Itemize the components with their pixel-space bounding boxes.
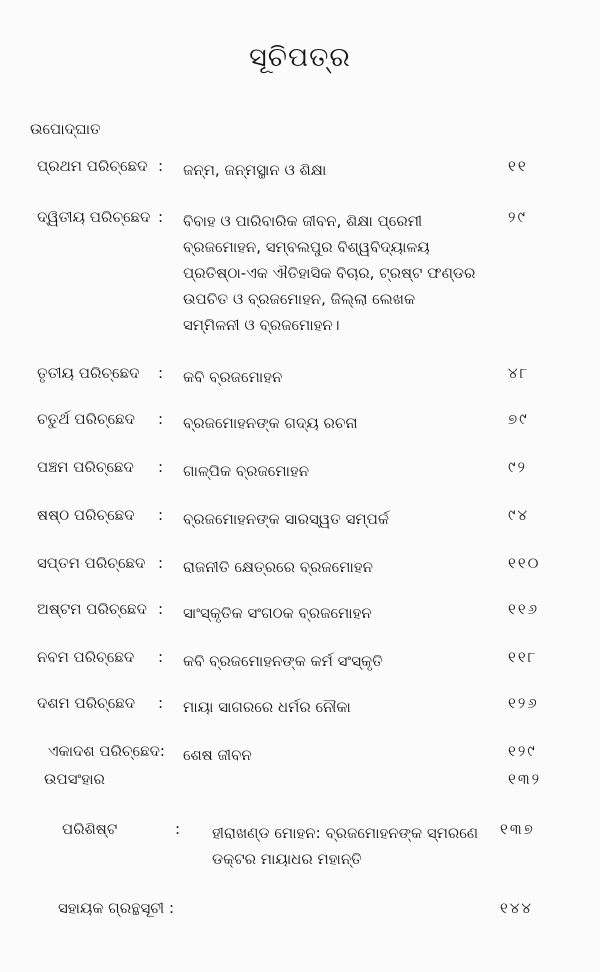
- chapter-name: ପଞ୍ଚମ ପରିଚ୍ଛେଦ: [37, 458, 134, 476]
- page-number: ୯୪: [508, 506, 530, 524]
- chapter-topic: [183, 694, 503, 720]
- topic-line: ଗାଳ୍ପିକ ବ୍ରଜମୋହନ: [183, 462, 310, 480]
- page-number: ୭୯: [508, 410, 529, 428]
- topic-line: ବ୍ରଜମୋହନଙ୍କ ଗଦ୍ୟ ରଚନା: [183, 414, 358, 432]
- chapter-name: ତୃତୀୟ ପରିଚ୍ଛେଦ: [37, 364, 140, 382]
- topic-line: ମାୟା ସାଗରରେ ଧର୍ମର ନୌକା: [183, 698, 351, 716]
- page-number: ୧୪୪: [500, 899, 534, 917]
- topic-line: ଶେଷ ଜୀବନ: [183, 746, 252, 764]
- chapter-topic: [183, 506, 503, 532]
- chapter-topic: [183, 600, 503, 626]
- separator-colon: :: [158, 458, 164, 476]
- page-number: ୧୨୬: [508, 694, 539, 712]
- chapter-topic: [183, 458, 503, 484]
- chapter-name: ଦଶମ ପରିଚ୍ଛେଦ: [37, 694, 136, 712]
- separator-colon: :: [158, 157, 164, 175]
- topic-line: ସାଂସ୍କୃତିକ ସଂଗଠକ ବ୍ରଜମୋହନ: [183, 604, 372, 622]
- chapter-name: ଦ୍ୱିତୀୟ ପରିଚ୍ଛେଦ: [37, 208, 151, 226]
- chapter-name: ପ୍ରଥମ ପରିଚ୍ଛେଦ: [37, 157, 148, 175]
- separator-colon: :: [158, 208, 164, 226]
- topic-line: ଡକ୍ଟର ମାୟାଧର ମହାନ୍ତି: [212, 850, 362, 868]
- topic-line: ବିବାହ ଓ ପାରିବାରିକ ଜୀବନ, ଶିକ୍ଷା ପ୍ରେମୀ: [183, 212, 423, 230]
- topic-line: ହୀରାଖଣ୍ଡ ମୋହନ: ବ୍ରଜମୋହନଙ୍କ ସ୍ମରଣେ: [212, 824, 479, 842]
- separator-colon: :: [158, 600, 164, 618]
- page-number: ୧୧: [508, 157, 528, 175]
- chapter-topic: [183, 742, 503, 768]
- chapter-name: ଅଷ୍ଟମ ପରିଚ୍ଛେଦ: [37, 600, 147, 618]
- chapter-topic: [183, 648, 503, 674]
- separator-colon: :: [158, 410, 164, 428]
- chapter-name: ସହାୟକ ଗ୍ରନ୍ଥସୂଚୀ :: [58, 899, 175, 917]
- page-number: ୧୧୮: [508, 648, 538, 666]
- chapter-topic: [183, 554, 503, 580]
- topic-line: ସମ୍ମିଳନୀ ଓ ବ୍ରଜମୋହନ।: [183, 316, 340, 334]
- topic-line: ଜନ୍ମ, ଜନ୍ମସ୍ଥାନ ଓ ଶିକ୍ଷା: [183, 161, 327, 179]
- separator-colon: :: [175, 820, 181, 838]
- chapter-topic: [183, 364, 503, 390]
- separator-colon: :: [158, 554, 164, 572]
- topic-line: ପ୍ରତିଷ୍ଠା-ଏକ ଐତିହାସିକ ବିଚାର, ଟ୍ରଷ୍ଟ ଫଣ୍ଡର: [183, 264, 476, 282]
- topic-line: ବ୍ରଜମୋହନଙ୍କ ସାରସ୍ୱତ ସମ୍ପର୍କ: [183, 510, 389, 528]
- chapter-name: ଏକାଦଶ ପରିଚ୍ଛେଦ:: [48, 742, 165, 760]
- page-number: ୪୮: [508, 364, 530, 382]
- page-number: ୨୯: [508, 208, 527, 226]
- topic-line: ଉପଚିତ ଓ ବ୍ରଜମୋହନ, ଜିଲ୍ଲା ଲେଖକ: [183, 290, 416, 308]
- chapter-name: ପରିଶିଷ୍ଟ: [62, 820, 118, 838]
- separator-colon: :: [158, 648, 164, 666]
- page-number: ୧୩୭: [500, 820, 535, 838]
- chapter-topic: [183, 410, 503, 436]
- chapter-name: ଉପସଂହାର: [44, 770, 105, 788]
- chapter-topic: [183, 157, 503, 183]
- page-number: ୯୨: [508, 458, 527, 476]
- chapter-name: ଚତୁର୍ଥ ପରିଚ୍ଛେଦ: [37, 410, 135, 428]
- page-number: ୧୧୬: [508, 600, 540, 618]
- chapter-topic: [183, 208, 503, 338]
- chapter-name: ଷଷ୍ଠ ପରିଚ୍ଛେଦ: [37, 506, 135, 524]
- topic-line: ବ୍ରଜମୋହନ, ସମ୍ବଲପୁର ବିଶ୍ୱବିଦ୍ୟାଳୟ: [183, 238, 430, 256]
- separator-colon: :: [158, 694, 164, 712]
- page-number: ୧୩୨: [508, 770, 542, 788]
- chapter-name: ନବମ ପରିଚ୍ଛେଦ: [37, 648, 135, 666]
- topic-line: କବି ବ୍ରଜମୋହନଙ୍କ କର୍ମ ସଂସ୍କୃତି: [183, 652, 383, 670]
- page-number: ୧୧୦: [508, 554, 541, 572]
- chapter-name: ସପ୍ତମ ପରିଚ୍ଛେଦ: [37, 554, 146, 572]
- separator-colon: :: [158, 364, 164, 382]
- chapter-topic: [212, 820, 502, 872]
- page-title: ସୂଚିପତ୍ର: [249, 42, 351, 73]
- topic-line: କବି ବ୍ରଜମୋହନ: [183, 368, 283, 386]
- separator-colon: :: [158, 506, 164, 524]
- preface-entry: ଉପୋଦ୍‌ଘାତ: [30, 120, 101, 138]
- page-number: ୧୨୯: [508, 742, 537, 760]
- topic-line: ରାଜନୀତି କ୍ଷେତ୍ରରେ ବ୍ରଜମୋହନ: [183, 558, 373, 576]
